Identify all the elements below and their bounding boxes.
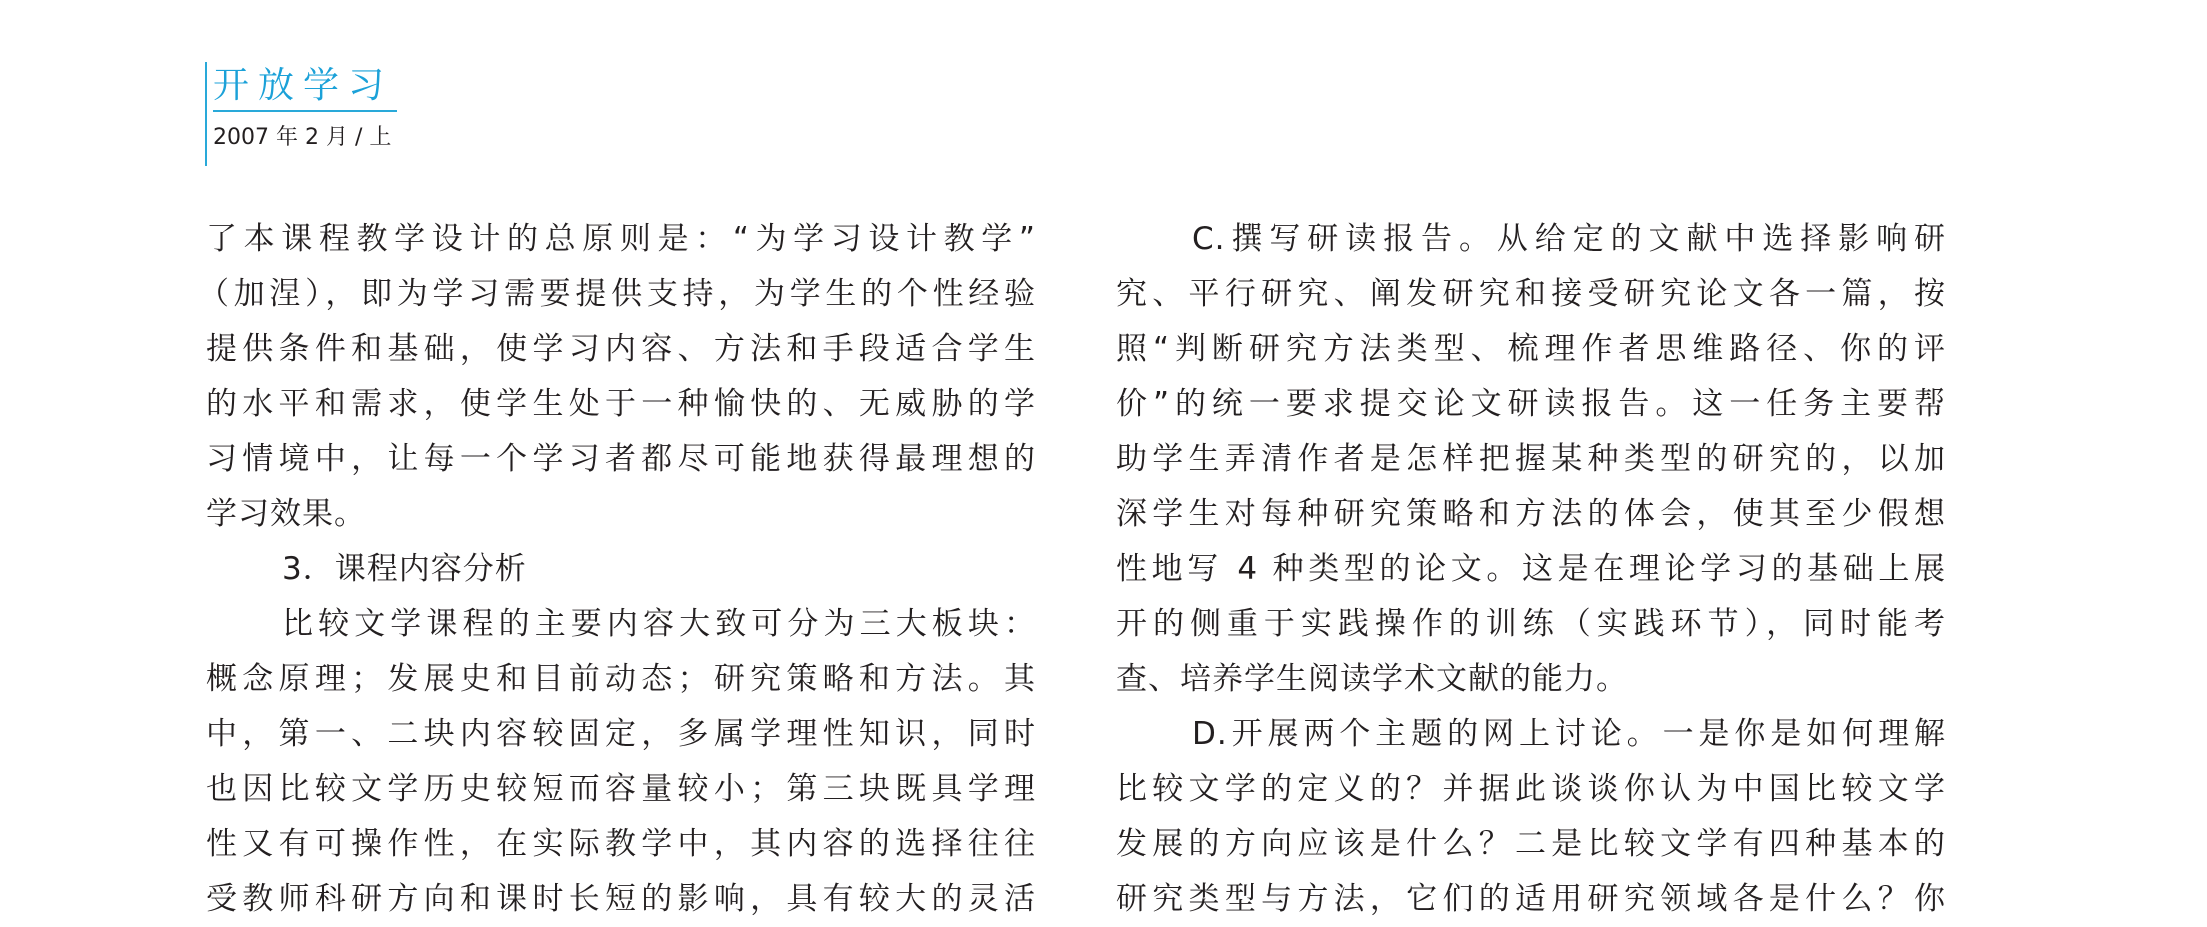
text-line: 价”的统一要求提交论文研读报告。这一任务主要帮 — [1116, 386, 1946, 422]
text-line: D.开展两个主题的网上讨论。一是你是如何理解 — [1192, 716, 1946, 752]
text-line: 受教师科研方向和课时长短的影响，具有较大的灵活 — [206, 881, 1036, 917]
text-line: 性又有可操作性，在实际教学中，其内容的选择往往 — [206, 826, 1036, 862]
text-line: C.撰写研读报告。从给定的文献中选择影响研 — [1192, 221, 1946, 257]
text-line: （加涅），即为学习需要提供支持，为学生的个性经验 — [198, 276, 1036, 312]
text-line: 了本课程教学设计的总原则是：“为学习设计教学” — [206, 221, 1036, 257]
text-line: 发展的方向应该是什么？二是比较文学有四种基本的 — [1116, 826, 1946, 862]
text-line: 也因比较文学历史较短而容量较小；第三块既具学理 — [206, 771, 1036, 807]
journal-name: 开放学习 — [213, 62, 397, 112]
text-line: 照“判断研究方法类型、梳理作者思维路径、你的评 — [1116, 331, 1946, 367]
journal-issue: 2007 年 2 月 / 上 — [213, 125, 392, 150]
right-column — [1116, 212, 1946, 927]
text-line: 中，第一、二块内容较固定，多属学理性知识，同时 — [206, 716, 1036, 752]
journal-header — [205, 62, 394, 166]
text-line: 性地写 4 种类型的论文。这是在理论学习的基础上展 — [1116, 551, 1946, 587]
text-line: 比较文学的定义的？并据此谈谈你认为中国比较文学 — [1116, 771, 1946, 807]
text-line: 习情境中，让每一个学习者都尽可能地获得最理想的 — [206, 441, 1036, 477]
text-line: 学习效果。 — [206, 496, 366, 532]
text-line: 助学生弄清作者是怎样把握某种类型的研究的，以加 — [1116, 441, 1946, 477]
text-line: 查、培养学生阅读学术文献的能力。 — [1116, 661, 1628, 697]
section-heading: 3．课程内容分析 — [282, 551, 527, 587]
text-line: 的水平和需求，使学生处于一种愉快的、无威胁的学 — [206, 386, 1036, 422]
text-line: 概念原理；发展史和目前动态；研究策略和方法。其 — [206, 661, 1036, 697]
text-line: 开的侧重于实践操作的训练（实践环节），同时能考 — [1116, 606, 1946, 642]
text-line: 比较文学课程的主要内容大致可分为三大板块： — [282, 606, 1036, 642]
text-line: 提供条件和基础，使学习内容、方法和手段适合学生 — [206, 331, 1036, 367]
text-line: 深学生对每种研究策略和方法的体会，使其至少假想 — [1116, 496, 1946, 532]
left-column — [198, 212, 1036, 927]
text-line: 究、平行研究、阐发研究和接受研究论文各一篇，按 — [1116, 276, 1946, 312]
text-line: 研究类型与方法，它们的适用研究领域各是什么？你 — [1116, 881, 1946, 917]
